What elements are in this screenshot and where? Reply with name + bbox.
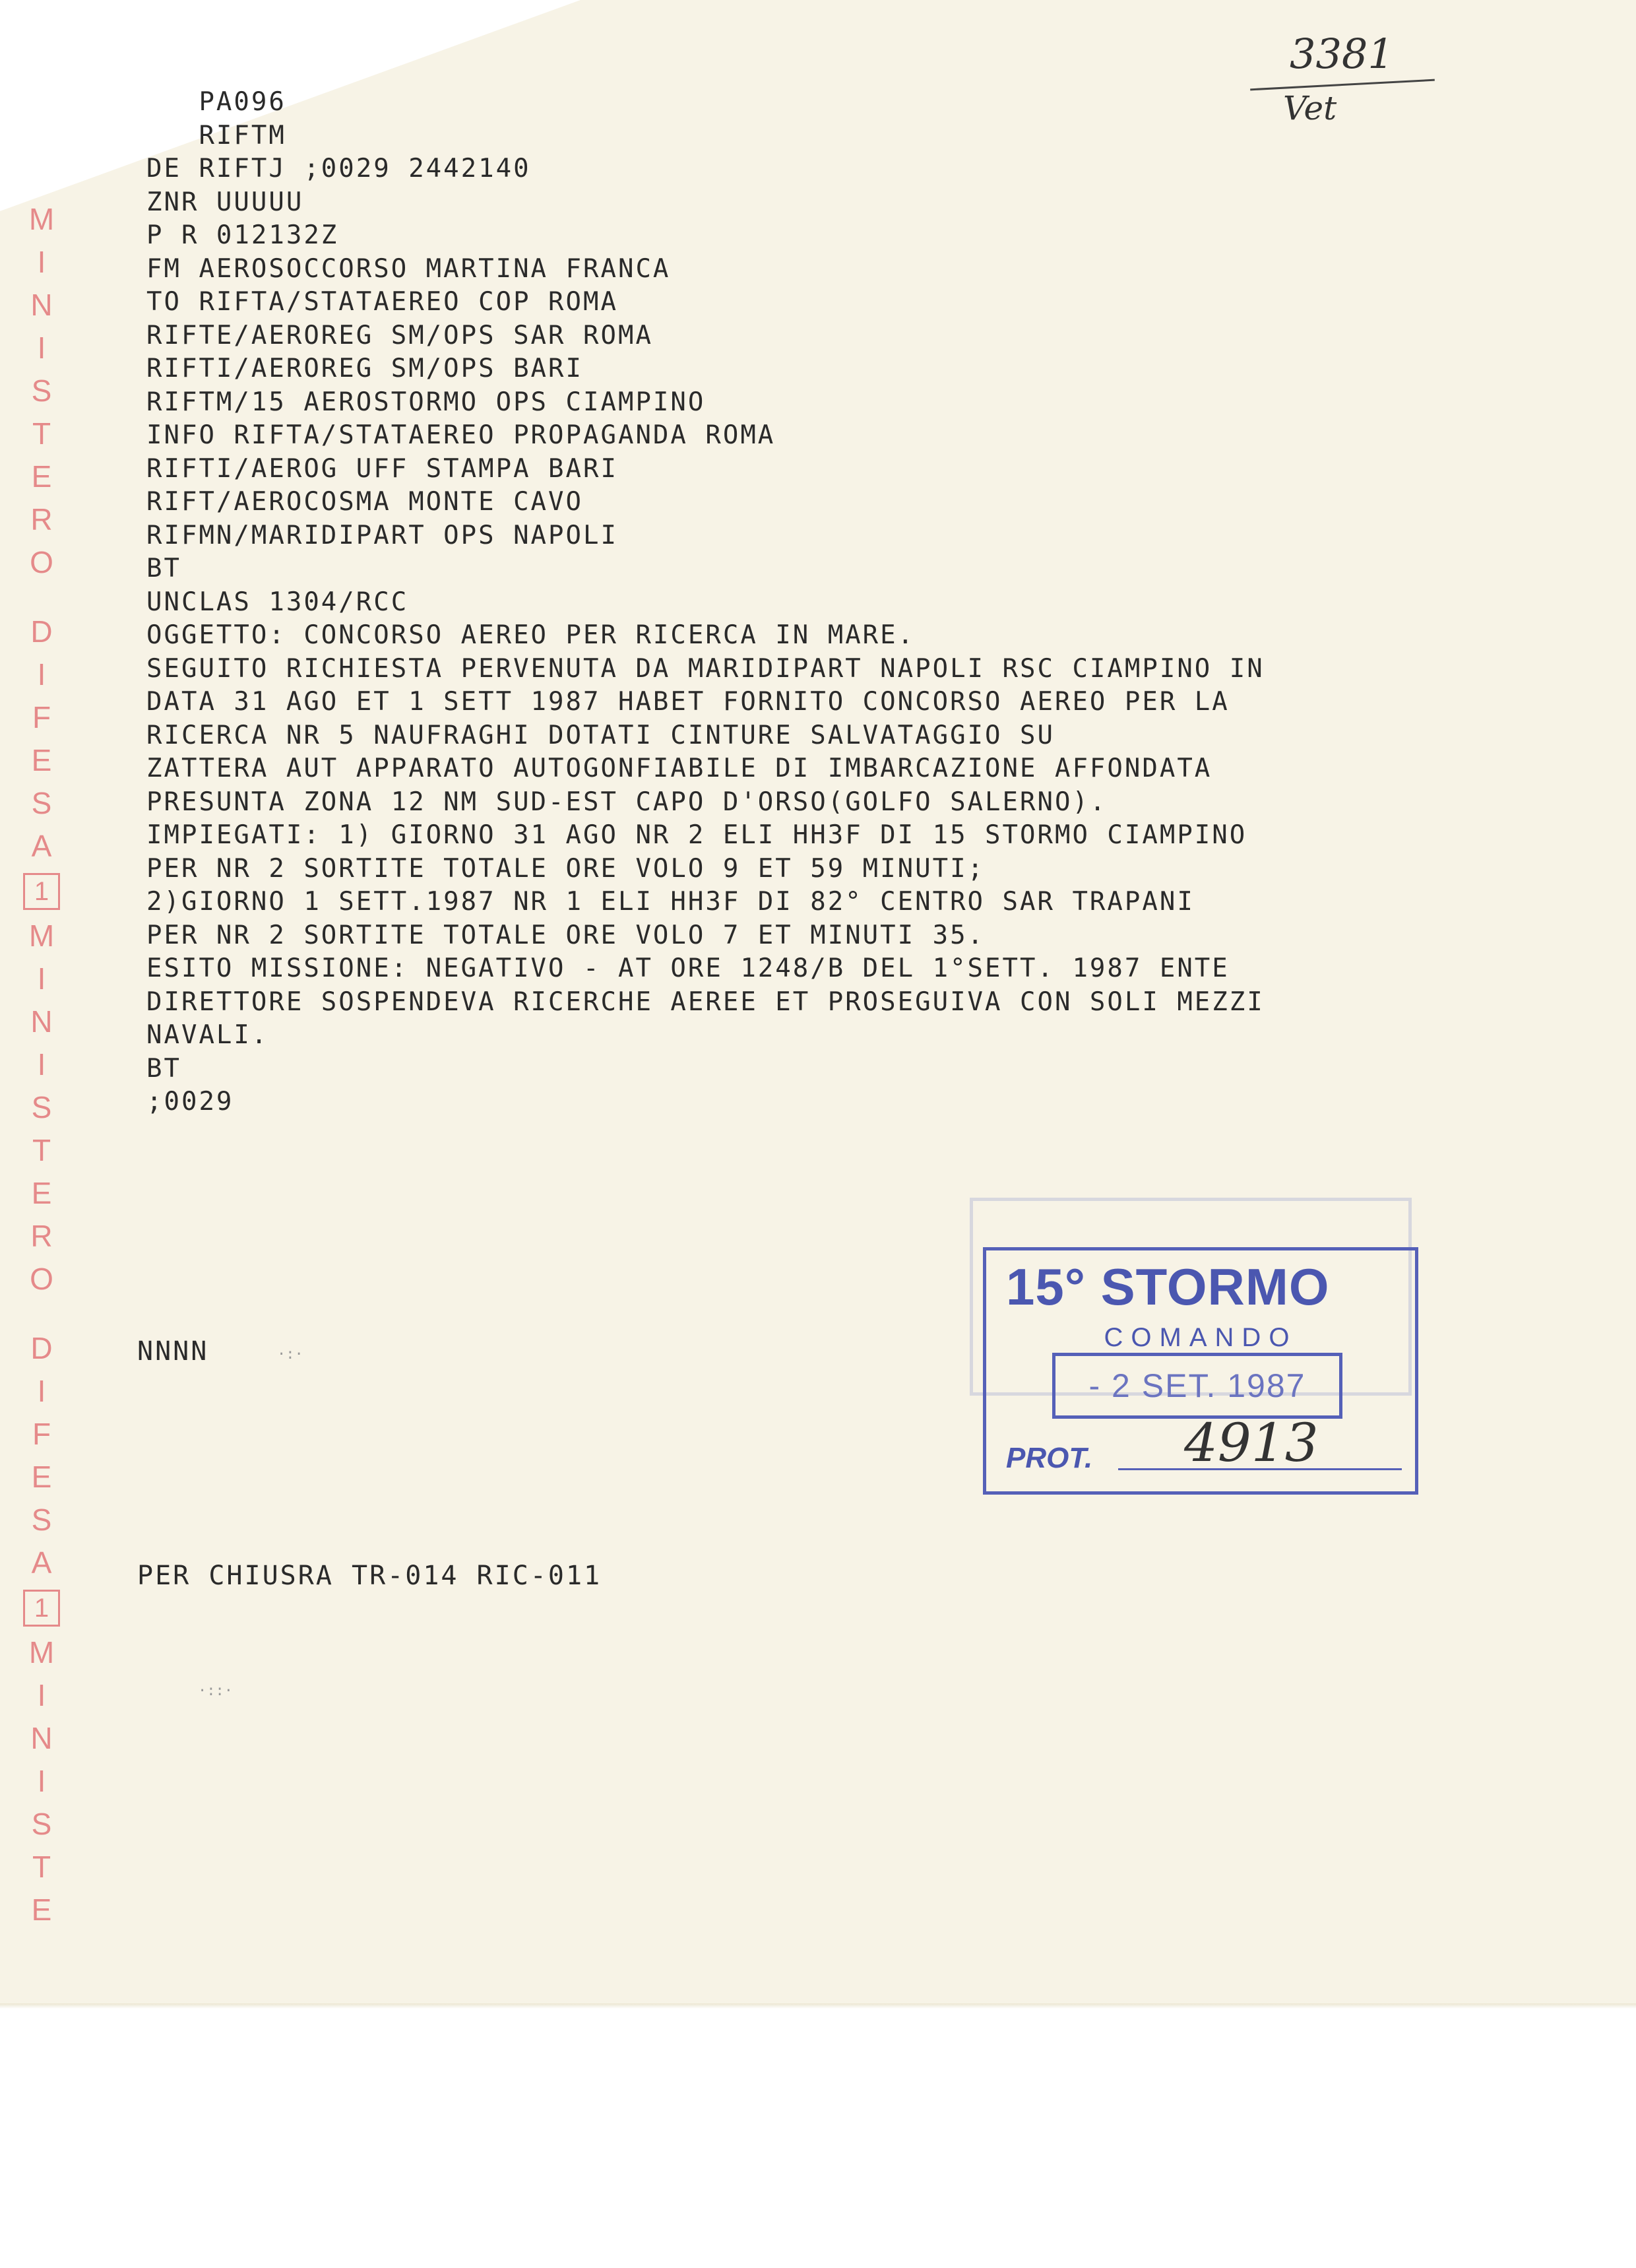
stamp-unit-name: 15° STORMO (1006, 1258, 1330, 1316)
telex-line: PER NR 2 SORTITE TOTALE ORE VOLO 7 ET MINUTI 35. (146, 920, 986, 950)
margin-letter: E (31, 1176, 52, 1210)
telex-line: RICERCA NR 5 NAUFRAGHI DOTATI CINTURE SALVATAGGIO SU (146, 720, 1055, 750)
margin-letter: I (37, 245, 46, 279)
telex-line: PRESUNTA ZONA 12 NM SUD-EST CAPO D'ORSO(GOLFO SALERNO). (146, 787, 1108, 817)
telex-line: DATA 31 AGO ET 1 SETT 1987 HABET FORNITO CONCORSO AEREO PER LA (146, 687, 1230, 717)
margin-letter: O (30, 1262, 53, 1296)
margin-letter: I (37, 657, 46, 692)
stamp-prot-number: 4913 (1184, 1412, 1319, 1474)
closing-reference-line: PER CHIUSRA TR-014 RIC-011 (137, 1561, 602, 1591)
command-received-stamp (983, 1247, 1418, 1495)
margin-letter: N (30, 1004, 53, 1039)
margin-letter: S (31, 1807, 52, 1841)
margin-letter: D (30, 614, 53, 649)
paper-bottom-edge (0, 2003, 1636, 2009)
telex-line: DE RIFTJ ;0029 2442140 (146, 154, 531, 183)
telex-line: IMPIEGATI: 1) GIORNO 31 AGO NR 2 ELI HH3F DI 15 STORMO CIAMPINO (146, 820, 1247, 850)
margin-letter: M (28, 202, 55, 236)
margin-letter: E (31, 743, 52, 777)
telex-line: BT (146, 1053, 181, 1084)
margin-letter: N (30, 288, 53, 322)
telex-line: 2)GIORNO 1 SETT.1987 NR 1 ELI HH3F DI 82° CENTRO SAR TRAPANI (146, 887, 1195, 917)
margin-letter: R (30, 502, 53, 536)
margin-letter: R (30, 1219, 53, 1253)
margin-number-box: 1 (23, 1590, 60, 1627)
telex-line: BT (146, 554, 181, 583)
telex-line: OGGETTO: CONCORSO AEREO PER RICERCA IN MARE. (146, 620, 916, 650)
paper-speck: ·:· (277, 1346, 303, 1363)
telex-line: RIFMN/MARIDIPART OPS NAPOLI (146, 520, 618, 550)
margin-letter: I (37, 1764, 46, 1798)
telex-line: TO RIFTA/STATAEREO COP ROMA (146, 287, 618, 317)
telex-line: RIFTM/15 AEROSTORMO OPS CIAMPINO (146, 387, 706, 417)
margin-letter: S (31, 786, 52, 820)
telex-line: PER NR 2 SORTITE TOTALE ORE VOLO 9 ET 59 MINUTI; (146, 853, 986, 884)
telex-line: ZNR UUUUU (146, 187, 304, 217)
telex-line: ZATTERA AUT APPARATO AUTOGONFIABILE DI IMBARCAZIONE AFFONDATA (146, 754, 1212, 783)
margin-letter: D (30, 1331, 53, 1365)
margin-letter (12, 1301, 71, 1327)
stamp-office: COMANDO (1104, 1323, 1298, 1352)
margin-letter: O (30, 545, 53, 579)
telex-line: RIFTM (146, 120, 286, 150)
telex-line: ESITO MISSIONE: NEGATIVO - AT ORE 1248/B DEL 1°SETT. 1987 ENTE (146, 954, 1230, 983)
margin-letter: I (37, 1678, 46, 1712)
margin-letter: E (31, 459, 52, 494)
margin-watermark-strip (12, 198, 71, 2006)
telex-line: PA096 (146, 87, 286, 117)
telex-line: FM AEROSOCCORSO MARTINA FRANCA (146, 253, 671, 284)
telex-line: SEGUITO RICHIESTA PERVENUTA DA MARIDIPART NAPOLI RSC CIAMPINO IN (146, 653, 1265, 684)
telex-line: RIFT/AEROCOSMA MONTE CAVO (146, 487, 583, 517)
end-of-message-marker: NNNN (137, 1336, 209, 1367)
margin-letter: S (31, 1503, 52, 1537)
margin-letter: S (31, 373, 52, 408)
margin-letter: I (37, 961, 46, 996)
margin-letter: S (31, 1090, 52, 1124)
margin-letter: I (37, 1374, 46, 1408)
telex-line: DIRETTORE SOSPENDEVA RICERCHE AEREE ET PROSEGUIVA CON SOLI MEZZI (146, 987, 1265, 1017)
margin-letter (12, 584, 71, 610)
stamp-prot-label: PROT. (1006, 1442, 1093, 1474)
telex-line: UNCLAS 1304/RCC (146, 587, 409, 617)
margin-letter: I (37, 1047, 46, 1082)
telex-line: ;0029 (146, 1087, 234, 1117)
margin-number-box: 1 (23, 873, 60, 910)
margin-letter: T (32, 1850, 51, 1884)
paper-speck: ·::· (198, 1683, 233, 1699)
margin-letter: F (32, 700, 51, 734)
margin-letter: M (28, 1635, 55, 1669)
margin-letter: I (37, 331, 46, 365)
telex-line: P R 012132Z (146, 220, 339, 250)
margin-letter: F (32, 1417, 51, 1451)
stamp-date: - 2 SET. 1987 (1052, 1353, 1342, 1419)
handwritten-initials: Vet (1283, 89, 1337, 127)
margin-letter: M (28, 919, 55, 953)
margin-letter: A (31, 1545, 52, 1580)
margin-letter: T (32, 1133, 51, 1167)
telex-line: INFO RIFTA/STATAEREO PROPAGANDA ROMA (146, 420, 776, 450)
telex-line: RIFTE/AEROREG SM/OPS SAR ROMA (146, 320, 653, 350)
telex-line: RIFTI/AEROG UFF STAMPA BARI (146, 453, 618, 484)
handwritten-reference (1250, 30, 1448, 135)
margin-letter: E (31, 1893, 52, 1927)
telex-line: RIFTI/AEROREG SM/OPS BARI (146, 354, 583, 383)
margin-letter: T (32, 416, 51, 451)
margin-letter: A (31, 829, 52, 863)
handwritten-underline (1250, 79, 1435, 91)
telex-message-body (146, 86, 1265, 1119)
margin-letter: N (30, 1721, 53, 1755)
telex-line: NAVALI. (146, 1020, 269, 1050)
margin-letter: E (31, 1460, 52, 1494)
handwritten-number: 3381 (1290, 30, 1394, 78)
